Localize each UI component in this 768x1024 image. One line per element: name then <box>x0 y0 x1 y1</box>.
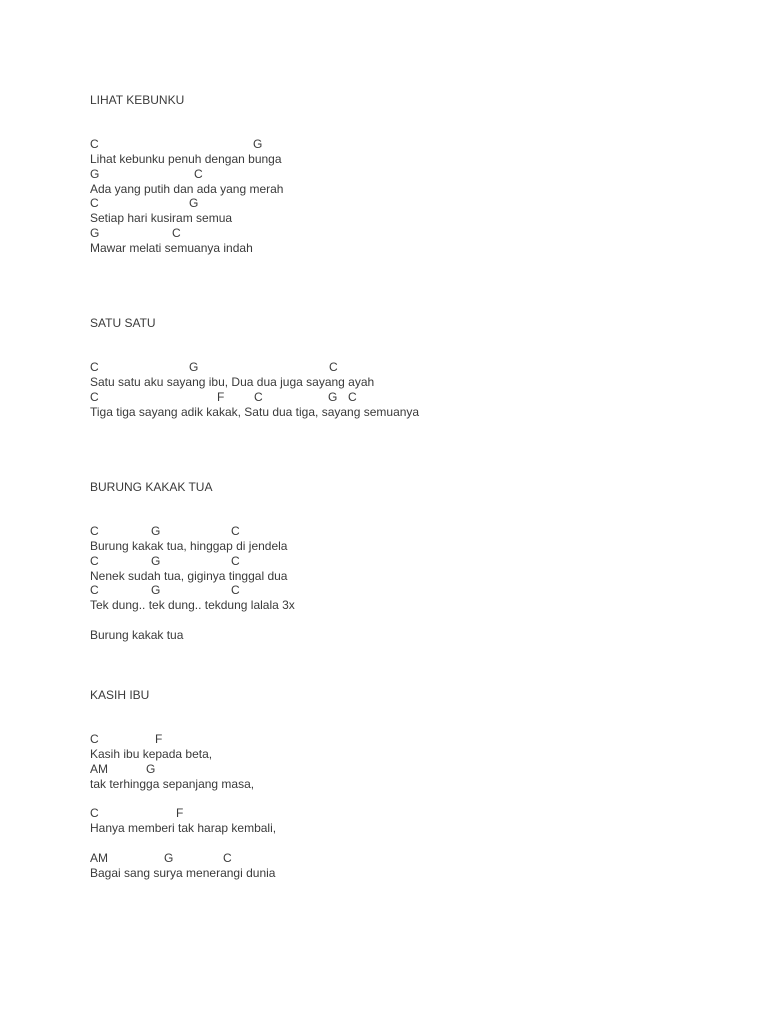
chord: G <box>90 226 100 240</box>
lyric-line: tak terhingga sepanjang masa, <box>90 777 255 791</box>
chord: G <box>164 851 174 865</box>
chord: C <box>231 524 240 538</box>
song-title: BURUNG KAKAK TUA <box>90 480 213 494</box>
chord: G <box>146 762 156 776</box>
chord: C <box>223 851 232 865</box>
chord: C <box>90 732 99 746</box>
chord: F <box>155 732 163 746</box>
chord: G <box>90 167 100 181</box>
chord: C <box>90 554 99 568</box>
chord: AM <box>90 851 108 865</box>
lyric-line: Mawar melati semuanya indah <box>90 241 253 255</box>
song-title: SATU SATU <box>90 316 156 330</box>
chord: C <box>194 167 203 181</box>
chord: C <box>254 390 263 404</box>
chord: G <box>151 583 161 597</box>
chord: G <box>189 196 199 210</box>
lyric-line: Lihat kebunku penuh dengan bunga <box>90 152 282 166</box>
lyric-line: Ada yang putih dan ada yang merah <box>90 182 284 196</box>
song-title: LIHAT KEBUNKU <box>90 93 185 107</box>
chord: G <box>151 524 161 538</box>
chord: F <box>176 806 184 820</box>
chord: AM <box>90 762 108 776</box>
chord: G <box>189 360 199 374</box>
chord: C <box>231 583 240 597</box>
lyric-line: Bagai sang surya menerangi dunia <box>90 866 276 880</box>
chord: C <box>90 196 99 210</box>
lyric-line: Burung kakak tua <box>90 628 184 642</box>
song-title: KASIH IBU <box>90 688 150 702</box>
chord: C <box>90 806 99 820</box>
lyric-line: Setiap hari kusiram semua <box>90 211 233 225</box>
chord: C <box>172 226 181 240</box>
chord: F <box>217 390 225 404</box>
chord: C <box>348 390 357 404</box>
chord: C <box>90 524 99 538</box>
lyric-line: Kasih ibu kepada beta, <box>90 747 213 761</box>
chord: G <box>253 137 263 151</box>
lyric-line: Tiga tiga sayang adik kakak, Satu dua tiga, sayang semuanya <box>90 405 420 419</box>
lyric-line: Tek dung.. tek dung.. tekdung lalala 3x <box>90 598 295 612</box>
chord: C <box>329 360 338 374</box>
lyric-line: Satu satu aku sayang ibu, Dua dua juga sayang ayah <box>90 375 375 389</box>
chord: G <box>328 390 338 404</box>
chord: C <box>90 583 99 597</box>
lyric-line: Hanya memberi tak harap kembali, <box>90 821 277 835</box>
chord: C <box>90 360 99 374</box>
chord: C <box>90 137 99 151</box>
chord: G <box>151 554 161 568</box>
lyric-line: Nenek sudah tua, giginya tinggal dua <box>90 569 288 583</box>
chord: C <box>231 554 240 568</box>
lyric-line: Burung kakak tua, hinggap di jendela <box>90 539 288 553</box>
chord: C <box>90 390 99 404</box>
